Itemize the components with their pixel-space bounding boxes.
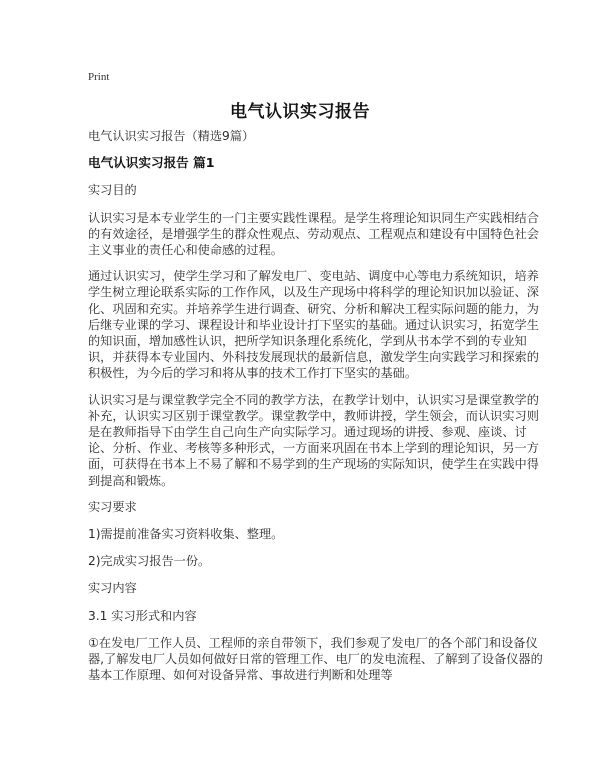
heading-content: 实习内容 xyxy=(88,581,137,596)
document-title: 电气认识实习报告 xyxy=(230,102,370,122)
document-body xyxy=(88,128,548,693)
paragraph-content-1: ①在发电厂工作人员、工程师的亲自带领下，我们参观了发电厂的各个部门和设备仪器,了解发电厂人员如何做好日常的管理工作、电厂的发电流程、了解到了设备仪器的基本工作原理、如何对设备异常、事故进行判断和处理等 xyxy=(88,635,543,683)
requirement-item-2: 2)完成实习报告一份。 xyxy=(88,554,211,569)
paragraph-purpose-3: 认识实习是与课堂教学完全不同的教学方法，在教学计划中，认识实习是课堂教学的补充，认识实习区别于课堂教学。课堂教学中，教师讲授，学生领会，而认识实习则是在教师指导下由学生自己向生产向实际学习。通过现场的讲授、参观、座谈、讨论、分析、作业、考核等多种形式，一方面来巩固在书本上学到的理论知识，另一方面，可获得在书本上不易了解和不易学到的生产现场的实际知识，使学生在实践中得到提高和锻炼。 xyxy=(88,392,539,488)
heading-purpose: 实习目的 xyxy=(88,183,137,198)
document-subtitle: 电气认识实习报告（精选9篇） xyxy=(88,129,255,143)
requirement-item-1: 1)需提前准备实习资料收集、整理。 xyxy=(88,527,284,542)
section-heading: 电气认识实习报告 篇1 xyxy=(88,155,215,171)
heading-requirements: 实习要求 xyxy=(88,499,137,514)
paragraph-purpose-1: 认识实习是本专业学生的一门主要实践性课程。是学生将理论知识同生产实践相结合的有效途径，是增强学生的群众性观点、劳动观点、工程观点和建设有中国特色社会主义事业的责任心和使命感的过程。 xyxy=(88,210,539,258)
paragraph-purpose-2: 通过认识实习，使学生学习和了解发电厂、变电站、调度中心等电力系统知识，培养学生树立理论联系实际的工作作风，以及生产现场中将科学的理论知识加以验证、深化、巩固和充实。并培养学生进行调查、研究、分析和解决工程实际问题的能力，为后继专业课的学习、课程设计和毕业设计打下坚实的基础。通过认识实习，拓宽学生的知识面，增加感性认识，把所学知识条理化系统化，学到从书本学不到的专业知识，并获得本专业国内、外科技发展现状的最新信息，激发学生向实践学习和探索的积极性，为今后的学习和将从事的技术工作打下坚实的基础。 xyxy=(88,269,539,381)
subheading-form-content: 3.1 实习形式和内容 xyxy=(88,608,197,623)
print-label: Print xyxy=(88,71,110,83)
